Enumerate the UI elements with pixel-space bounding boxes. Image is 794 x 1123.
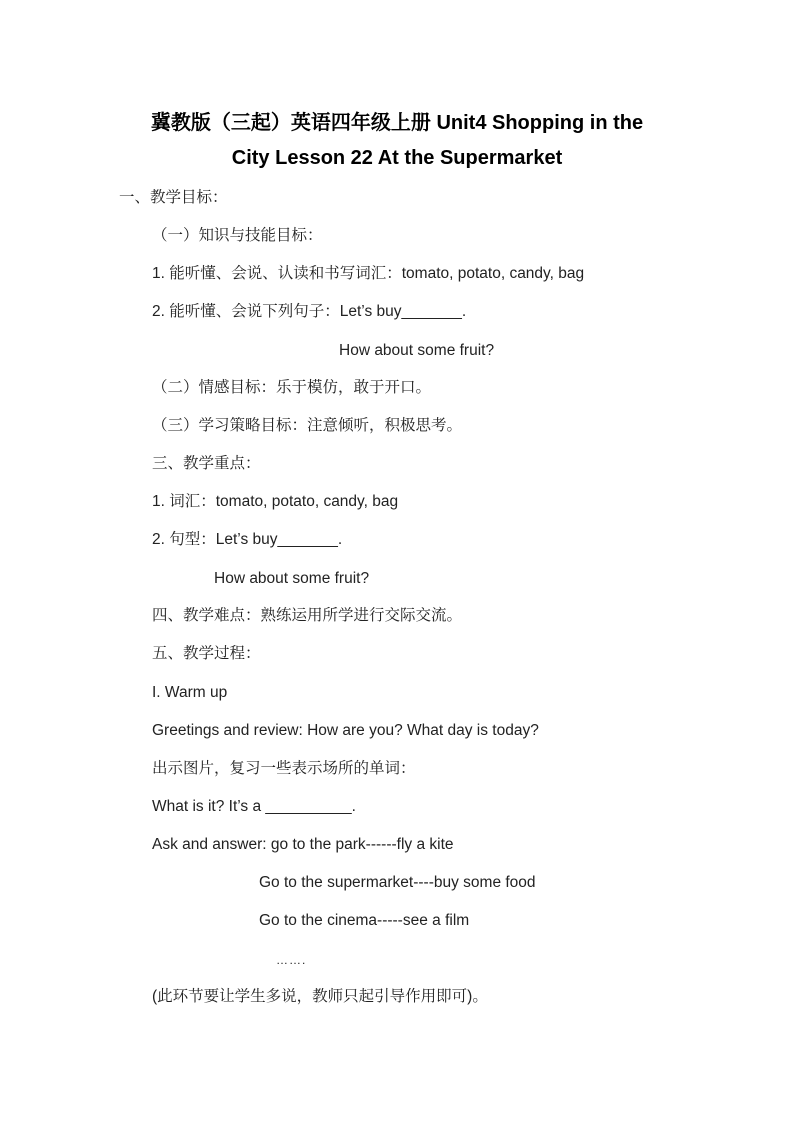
ask-and-answer-cinema: Go to the cinema-----see a film xyxy=(259,912,470,929)
section-teaching-objectives: 一、教学目标： xyxy=(119,189,228,206)
section-difficulties: 四、教学难点：熟练运用所学进行交际交流。 xyxy=(152,607,463,624)
subsection-emotional-goal: （二）情感目标：乐于模仿，敢于开口。 xyxy=(152,379,432,396)
objective-sentences: 2. 能听懂、会说下列句子：Let’s buy_______. xyxy=(152,303,467,320)
subsection-knowledge-skills: （一）知识与技能目标： xyxy=(152,227,323,244)
greetings-review: Greetings and review: How are you? What day is today? xyxy=(152,722,539,739)
objective-sentence-fruit: How about some fruit? xyxy=(339,342,495,359)
document-title-line-1: 冀教版（三起）英语四年级上册 Unit4 Shopping in the xyxy=(150,112,644,134)
key-point-vocabulary: 1. 词汇：tomato, potato, candy, bag xyxy=(152,493,399,510)
step-warm-up: I. Warm up xyxy=(152,684,228,701)
section-teaching-process: 五、教学过程： xyxy=(152,645,261,662)
objective-vocabulary: 1. 能听懂、会说、认读和书写词汇：tomato, potato, candy, bag xyxy=(152,265,585,282)
ask-and-answer-park: Ask and answer: go to the park------fly a kite xyxy=(152,836,454,853)
document-title-line-2: City Lesson 22 At the Supermarket xyxy=(231,147,563,169)
show-pictures-instruction: 出示图片，复习一些表示场所的单词： xyxy=(152,760,416,777)
what-is-it-question: What is it? It’s a __________. xyxy=(152,798,356,815)
key-point-sentence: 2. 句型：Let’s buy_______. xyxy=(152,531,343,548)
ask-and-answer-supermarket: Go to the supermarket----buy some food xyxy=(259,874,536,891)
key-point-sentence-fruit: How about some fruit? xyxy=(214,570,370,587)
ellipsis: ……. xyxy=(276,953,307,967)
section-key-points: 三、教学重点： xyxy=(152,455,261,472)
teacher-note: (此环节要让学生多说，教师只起引导作用即可)。 xyxy=(152,988,488,1005)
subsection-learning-strategy: （三）学习策略目标：注意倾听，积极思考。 xyxy=(152,417,463,434)
